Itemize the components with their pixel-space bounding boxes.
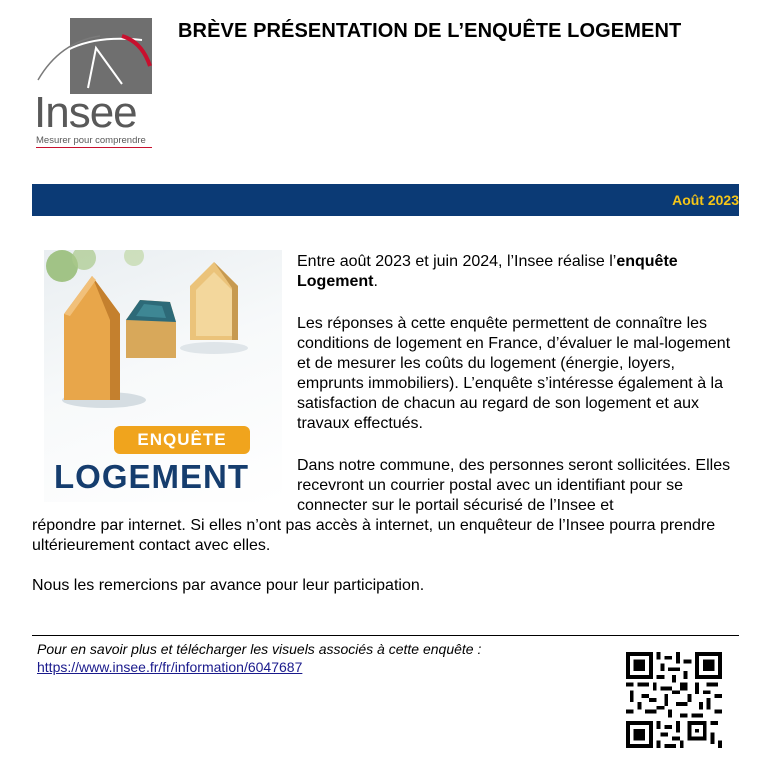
page-title: BRÈVE PRÉSENTATION DE L’ENQUÊTE LOGEMENT xyxy=(178,20,682,42)
date-bar xyxy=(32,184,739,216)
intro-paragraph xyxy=(297,252,737,292)
logo-tagline: Mesurer pour comprendre xyxy=(36,135,146,146)
enquete-badge: ENQUÊTE xyxy=(114,426,250,454)
thanks-paragraph: Nous les remercions par avance pour leur participation. xyxy=(32,577,425,594)
intro-end: . xyxy=(373,273,378,290)
logo-wordmark: Insee xyxy=(34,88,137,137)
insee-logo xyxy=(30,14,160,154)
commune-paragraph-start: Dans notre commune, des personnes seront sollicitées. Elles recevront un courrier postal avec un identifiant pour se connecter sur le portail sécurisé de l’Insee et xyxy=(297,457,731,514)
qr-code-icon xyxy=(626,652,722,748)
intro-bold: enquête Logement xyxy=(297,253,678,290)
footer-info: Pour en savoir plus et télécharger les visuels associés à cette enquête : xyxy=(37,641,482,657)
date-label: Août 2023 xyxy=(672,192,739,208)
footer-divider xyxy=(32,635,739,636)
intro-text: Entre août 2023 et juin 2024, l’Insee réalise l’ xyxy=(297,253,617,270)
logement-wordmark: LOGEMENT xyxy=(54,458,249,495)
info-link[interactable]: https://www.insee.fr/fr/information/6047687 xyxy=(37,659,303,675)
purpose-paragraph: Les réponses à cette enquête permettent de connaître les conditions de logement en France, d’évaluer le mal-logement et de mesurer les coûts du logement (énergie, loyers, emprunts immobiliers). L’enquête s’intéresse également à la satisfaction de chacun au regard de son logement et aux travaux effectués. xyxy=(297,315,731,432)
logo-underline xyxy=(36,147,152,148)
commune-paragraph-end: répondre par internet. Si elles n’ont pas accès à internet, un enquêteur de l’Insee pourra prendre ultérieurement contact avec elles. xyxy=(32,517,716,554)
survey-illustration xyxy=(44,250,282,502)
